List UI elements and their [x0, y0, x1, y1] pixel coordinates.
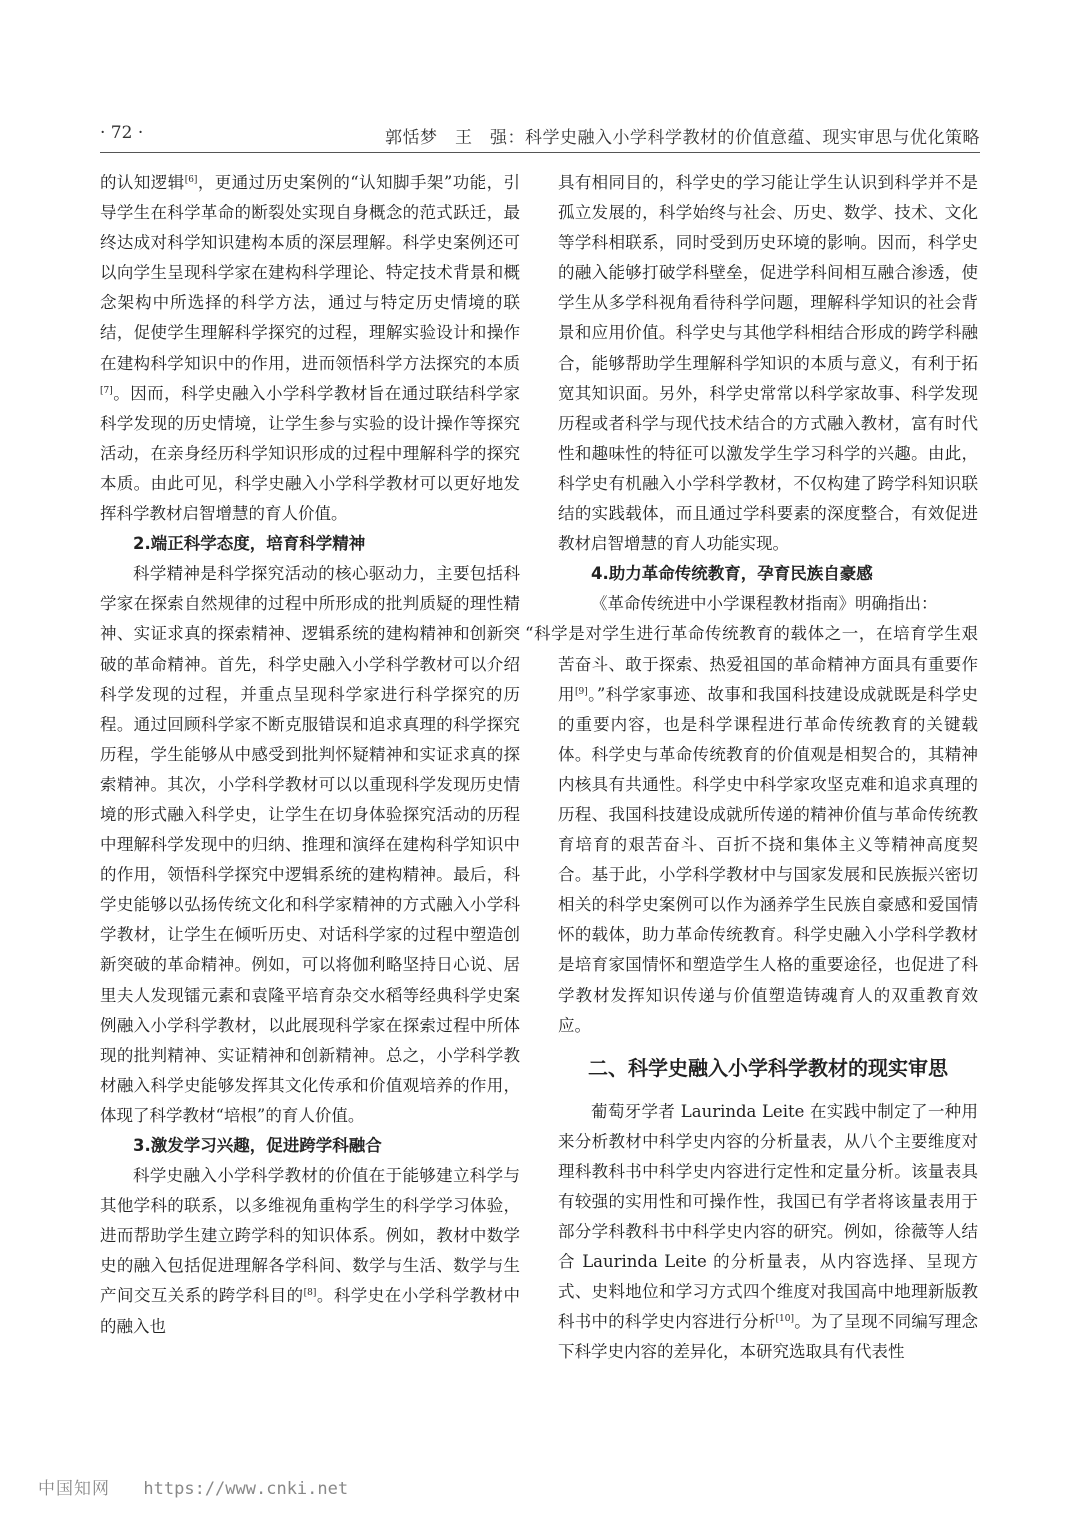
page-header: [100, 118, 980, 152]
cnki-brand: 中国知网: [38, 1479, 110, 1499]
running-title: 郭恬梦 王 强：科学史融入小学科学教材的价值意蕴、现实审思与优化策略: [385, 128, 980, 148]
cnki-url[interactable]: https://www.cnki.net: [143, 1479, 349, 1499]
paragraph: 科学精神是科学探究活动的核心驱动力，主要包括科学家在探索自然规律的过程中所形成的批判质疑的理性精神、实证求真的探索精神、逻辑系统的建构精神和创新突破的革命精神。首先，科学史融入小学科学教材可以介绍科学发现的过程，并重点呈现科学家进行科学探究的历程。通过回顾科学家不断克服错误和追求真理的科学探究历程，学生能够从中感受到批判怀疑精神和实证求真的探索精神。其次，小学科学教材可以以重现科学发现历史情境的形式融入科学史，让学生在切身体验探究活动的历程中理解科学发现中的归纳、推理和演绎在建构科学知识中的作用，领悟科学探究中逻辑系统的建构精神。最后，科学史能够以弘扬传统文化和科学家精神的方式融入小学科学教材，让学生在倾听历史、对话科学家的过程中塑造创新突破的革命精神。例如，可以将伽利略坚持日心说、居里夫人发现镭元素和袁隆平培育杂交水稻等经典科学史案例融入小学科学教材，以此展现科学家在探索过程中所体现的批判精神、实证精神和创新精神。总之，小学科学教材融入科学史能够发挥其文化传承和价值观培养的作用，体现了科学教材“培根”的育人价值。: [100, 564, 520, 1125]
subsection-heading: 3.激发学习兴趣，促进跨学科融合: [133, 1136, 382, 1155]
citation[interactable]: [6]: [184, 175, 198, 185]
citation[interactable]: [9]: [574, 686, 588, 697]
paragraph: 具有相同目的，科学史的学习能让学生认识到科学并不是孤立发展的，科学始终与社会、历史、数学、技术、文化等学科相联系，同时受到历史环境的影响。因而，科学史的融入能够打破学科壁垒，促进学科间相互融合渗透，使学生从多学科视角看待科学问题，理解科学知识的社会背景和应用价值。科学史与其他学科相结合形成的跨学科融合，能够帮助学生理解科学知识的本质与意义，有利于拓宽其知识面。另外，科学史常常以科学家故事、科学发现历程或者科学与现代技术结合的方式融入教材，富有时代性和趣味性的特征可以激发学生学习科学的兴趣。由此，科学史有机融入小学科学教材，不仅构建了跨学科知识联结的实践载体，而且通过学科要素的深度整合，有效促进教材启智增慧的育人功能实现。: [558, 173, 978, 554]
paragraph: 的认知逻辑[6]，更通过历史案例的“认知脚手架”功能，引导学生在科学革命的断裂处实现自身概念的范式跃迁，最终达成对科学知识建构本质的深层理解。科学史案例还可以向学生呈现科学家在建构科学理论、特定技术背景和概念架构中所选择的科学方法，通过与特定历史情境的联结，促使学生理解科学探究的过程，理解实验设计和操作在建构科学知识中的作用，进而领悟科学方法探究的本质[7]。因而，科学史融入小学科学教材旨在通过联结科学家科学发现的历史情境，让学生参与实验的设计操作等探究活动，在亲身经历科学知识形成的过程中理解科学的探究本质。由此可见，科学史融入小学科学教材可以更好地发挥科学教材启智增慧的育人价值。: [100, 173, 521, 524]
left-column: [100, 168, 520, 1342]
citation[interactable]: [8]: [303, 1288, 317, 1299]
header-rule: [100, 152, 980, 153]
paragraph: 葡萄牙学者 Laurinda Leite 在实践中制定了一种用来分析教材中科学史内容的分析量表，从八个主要维度对理科教科书中科学史内容进行定性和定量分析。该量表具有较强的实用性和可操作性，我国已有学者将该量表用于部分学科教科书中科学史内容的研究。例如，徐薇等人结合 Laurinda Leite 的分析量表，从内容选择、呈现方式、史料地位和学习方式四个维度对我国高中地理新版教科书中的科学史内容进行分析[10]。为了呈现不同编写理念下科学史内容的差异化，本研究选取具有代表性: [558, 1101, 979, 1362]
subsection-heading: 4.助力革命传统教育，孕育民族自豪感: [591, 564, 873, 584]
section-heading: 二、科学史融入小学科学教材的现实审思: [588, 1055, 948, 1080]
right-column: [525, 168, 979, 1368]
citation[interactable]: [10]: [775, 1314, 794, 1325]
citation[interactable]: [7]: [100, 385, 113, 396]
paragraph: 科学史融入小学科学教材的价值在于能够建立科学与其他学科的联系，以多维视角重构学生的科学学习体验，进而帮助学生建立跨学科的知识体系。例如，教材中数学史的融入包括促进理解各学科间、数学与生活、数学与生产间交互关系的跨学科目的[8]。科学史在小学科学教材中的融入也: [100, 1166, 520, 1336]
subsection-heading: 2.端正科学态度，培育科学精神: [133, 534, 366, 554]
paragraph: 《革命传统进中小学课程教材指南》明确指出： “科学是对学生进行革命传统教育的载体之一，在培育学生艰苦奋斗、敢于探索、热爱祖国的革命精神方面具有重要作用[9]。”科学家事迹、故事和我国科技建设成就既是科学史的重要内容，也是科学课程进行革命传统教育的关键载体。科学史与革命传统教育的价值观是相契合的，其精神内核具有共通性。科学史中科学家攻坚克难和追求真理的历程、我国科技建设成就所传递的精神价值与革命传统教育培育的艰苦奋斗、百折不挠和集体主义等精神高度契合。基于此，小学科学教材中与国家发展和民族振兴密切相关的科学史案例可以作为涵养学生民族自豪感和爱国情怀的载体，助力革命传统教育。科学史融入小学科学教材是培育家国情怀和塑造学生人格的重要途径，也促进了科学教材发挥知识传递与价值塑造铸魂育人的双重教育效应。: [525, 594, 979, 1035]
page-number: · 72 ·: [100, 123, 144, 143]
watermark-footer: [38, 1474, 348, 1499]
